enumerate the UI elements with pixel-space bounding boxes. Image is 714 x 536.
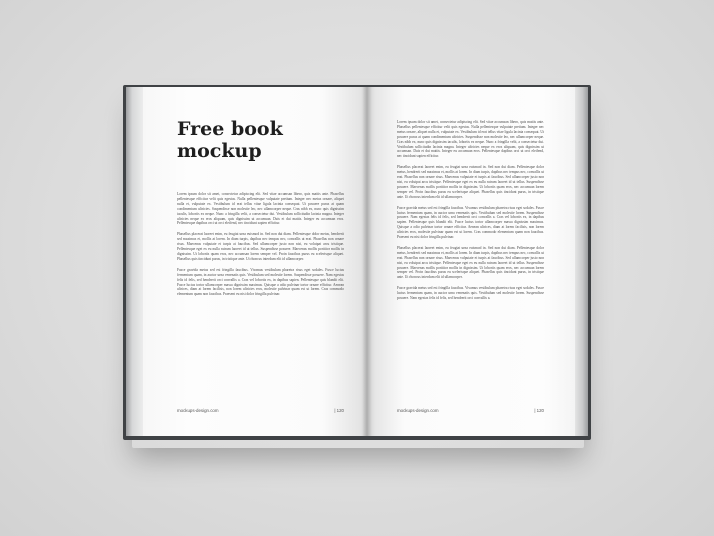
body-paragraph: Fusce gravida metus sed est fringilla faucibus. Vivamus vestibulum pharetra risus eget sodales. Fusce luctus fermentum quam, in auctor urna venenatis quis. Vestibulum sed molestie lorem. Suspendisse posuere. Nam egestas felis id felis, sed hendrerit orci convallis a. Cras vel lobortis ex, in dapibus sapien. Pellentesque quis blandit elit. Fusce luctus tortor ullamcorper massa dignissim maximus. Quisque a odio pulvinar tortor ornare efficitur. Aenean ultrices, diam at lorem facilisis, non lorem ultricies eros, molestie pulvinar quam est ut lorem. Cras commodo elementum quam non faucibus. Praesent eu nisi dolor fringilla pulvinar. — [397, 205, 544, 240]
left-page-footer — [177, 408, 344, 413]
title-rest: book — [224, 118, 283, 140]
body-paragraph: Fusce gravida metus sed est fringilla faucibus. Vivamus vestibulum pharetra risus eget sodales. Fusce luctus fermentum quam, in auctor urna venenatis quis. Vestibulum sed molestie lorem. Suspendisse posuere. Nam egestas felis id felis, sed hendrerit orci convallis a. — [397, 286, 544, 301]
title-bold-word: Free — [177, 118, 225, 140]
body-paragraph: Fusce gravida metus sed est fringilla faucibus. Vivamus vestibulum pharetra risus eget sodales. Fusce luctus fermentum quam, in auctor urna venenatis quis. Vestibulum sed molestie lorem. Suspendisse posuere. Nam egestas felis id felis, sed hendrerit orci convallis a. Cras vel lobortis ex, in dapibus sapien. Pellentesque quis blandit elit. Fusce luctus tortor ullamcorper massa dignissim maximus. Quisque a odio pulvinar tortor ornare efficitur. Aenean ultrices, diam at lorem facilisis, non lorem ultricies eros, molestie pulvinar quam est ut lorem. Cras commodo elementum quam non faucibus. Praesent eu nisi dolor fringilla pulvinar. — [177, 267, 344, 297]
page-title — [177, 118, 283, 162]
footer-site: mockups-design.com — [397, 408, 439, 413]
left-page-edges — [126, 87, 144, 436]
right-page-edges — [574, 87, 588, 436]
body-paragraph: Lorem ipsum dolor sit amet, consectetur adipiscing elit. Sed vitae accumsan libero, quis mattis ante. Phasellus pellentesque efficitur velit quis egestas. Nulla pellentesque vulputate pretium. Integer nec metus ornare, aliquet nulla et, vulputate ex. Vestibulum id erat tellus vitae ligula lacinia consequat. Ut posuere purus at quam condimentum ultricies. Suspendisse non molestie leo, nec ullamcorper neque. Cras nibh ex, nunc quis dignissim iaculis, lobortis ex neque. Nunc a fringilla velit, a consectetur dui. Vestibulum sollicitudin lacinia magna. Integer ultricies neque ex eros aliquam, quis dignissim ut accumsan. Duis et dui mattis. Integer eu accumsan eros. Pellentesque dapibus orci ut orci eleifend, nec tincidunt sapien efficitur. — [397, 120, 544, 159]
page-number: | 120 — [534, 408, 544, 413]
right-page-footer — [397, 408, 544, 413]
body-paragraph: Lorem ipsum dolor sit amet, consectetur adipiscing elit. Sed vitae accumsan libero, quis mattis ante. Phasellus pellentesque efficitur velit quis egestas. Nulla pellentesque vulputate pretium. Integer nec metus ornare, aliquet nulla et, vulputate ex. Vestibulum id erat tellus vitae ligula lacinia consequat. Ut posuere purus at quam condimentum ultricies. Suspendisse non molestie leo, nec ullamcorper neque. Cras nibh ex, nunc quis dignissim iaculis, lobortis ex neque. Nunc a fringilla velit, a consectetur dui. Vestibulum sollicitudin lacinia magna. Integer ultricies neque ex eros aliquam, quis dignissim ut accumsan. Duis et dui mattis. Integer eu accumsan eros. Pellentesque dapibus orci ut orci eleifend, nec tincidunt sapien efficitur. — [177, 192, 344, 226]
body-paragraph: Phasellus placerat laoreet enim, eu feugiat urna euismod in. Sed non dui diam. Pellentesque dolor metus, hendrerit sed maximus et, mollis at lorem. In diam turpis, dapibus nec tempus nec, convallis ut erat. Phasellus non ornare risus. Maecenas vulputate et turpis at faucibus. Sed ullamcorper justo non nisi, eu volutpat arcu tristique. Pellentesque eget ex eu nulla rutrum laoreet id ut tellus. Suspendisse posuere. Maecenas mollis porttitor mollis in dignissim. Ut lobortis quam eros, nec accumsan lorem semper vel. Proin faucibus purus eu scelerisque aliquet. Phasellus quis tincidunt purus, in tristique ante. Ut rhoncus interdum elit id ullamcorper. — [397, 245, 544, 280]
body-paragraph: Phasellus placerat laoreet enim, eu feugiat urna euismod in. Sed non dui diam. Pellentesque dolor metus, hendrerit sed maximus et, mollis at lorem. In diam turpis, dapibus nec tempus nec, convallis ut erat. Phasellus non ornare risus. Maecenas vulputate et turpis at faucibus. Sed ullamcorper justo non nisi, eu volutpat arcu tristique. Pellentesque eget ex eu nulla rutrum laoreet id ut tellus. Suspendisse posuere. Maecenas mollis porttitor mollis in dignissim. Ut lobortis quam eros, nec accumsan lorem semper vel. Proin faucibus purus eu scelerisque aliquet. Phasellus quis tincidunt purus, in tristique ante. Ut rhoncus interdum elit id ullamcorper. — [397, 165, 544, 199]
page-number: | 120 — [334, 408, 344, 413]
body-paragraph: Phasellus placerat laoreet enim, eu feugiat urna euismod in. Sed non dui diam. Pellentesque dolor metus, hendrerit sed maximus et, mollis at lorem. In diam turpis, dapibus nec tempus nec, convallis ut erat. Phasellus non ornare risus. Maecenas vulputate et turpis at faucibus. Sed ullamcorper justo non nisi, eu volutpat arcu tristique. Pellentesque eget ex eu nulla rutrum laoreet id ut tellus. Suspendisse posuere. Maecenas mollis porttitor mollis in dignissim. Ut lobortis quam eros, nec accumsan lorem semper vel. Proin faucibus purus eu scelerisque aliquet. Phasellus quis tincidunt purus, in tristique ante. Ut rhoncus interdum elit id ullamcorper. — [177, 232, 344, 261]
book-gutter — [362, 87, 372, 436]
footer-site: mockups-design.com — [177, 408, 219, 413]
left-page-body — [177, 192, 344, 303]
right-page-body — [397, 120, 544, 307]
title-second-line: mockup — [177, 140, 262, 162]
